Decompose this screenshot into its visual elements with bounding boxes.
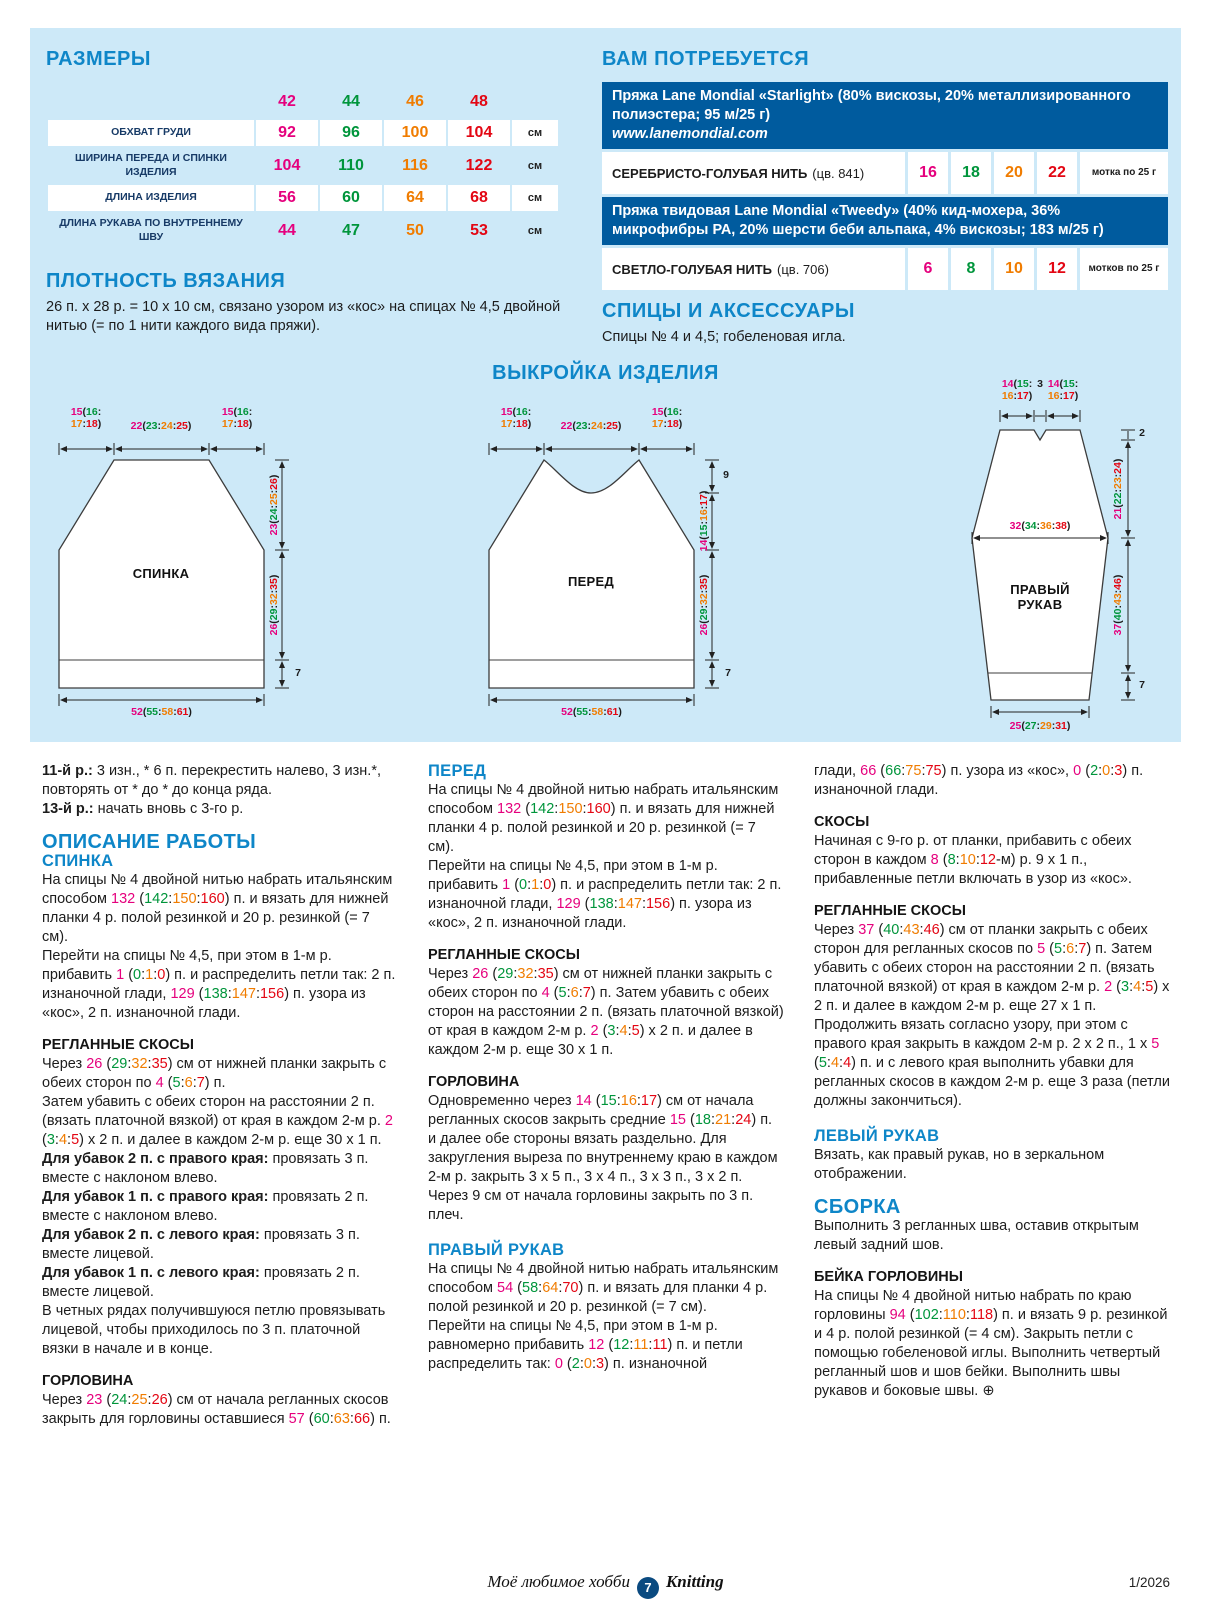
paragraph: Выполнить 3 регланных шва, оставив открытым левый задний шов. bbox=[814, 1218, 1139, 1253]
measure-value: 50 bbox=[406, 221, 424, 239]
gauge-title: ПЛОТНОСТЬ ВЯЗАНИЯ bbox=[46, 270, 286, 292]
paragraph: В четных рядах получившуюся петлю провязывать лицевой, чтобы приходилось по 3 п. платочной вязки в начале и в конце. bbox=[42, 1303, 386, 1357]
skein-count: 10 bbox=[994, 248, 1034, 290]
dim-back-raglan-height: 23(24:25:26) bbox=[268, 474, 280, 536]
skein-count: 6 bbox=[908, 248, 948, 290]
thread1-label bbox=[602, 152, 905, 194]
front-piece-label: ПЕРЕД bbox=[567, 574, 615, 589]
materials-block bbox=[602, 82, 1168, 290]
measure-unit: см bbox=[512, 185, 558, 211]
paragraph: Вязать, как правый рукав, но в зеркальном отображении. bbox=[814, 1147, 1105, 1182]
thread2-row bbox=[602, 248, 1168, 290]
sizes-row bbox=[48, 213, 558, 248]
size-header: 42 bbox=[278, 93, 296, 110]
brand-right: Knitting bbox=[665, 1572, 724, 1591]
paragraph: 11-й р.: 3 изн., * 6 п. перекрестить налево, 3 изн.*, повторять от * до * до конца ряда. bbox=[42, 763, 382, 798]
sleeve-piece-label: ПРАВЫЙ РУКАВ bbox=[1010, 582, 1070, 612]
paragraph: Для убавок 1 п. с левого края: провязать 2 п. вместе лицевой. bbox=[42, 1265, 360, 1300]
brand-left: Моё любимое хобби bbox=[487, 1572, 630, 1591]
size-header: 46 bbox=[406, 93, 424, 110]
dim-back-side-height: 26(29:32:35) bbox=[268, 574, 280, 636]
dim-front-raglan-height: 14(15:16:17) bbox=[698, 490, 710, 552]
info-panel bbox=[30, 28, 1181, 742]
yarn2-description: Пряжа твидовая Lane Mondial «Tweedy» (40% кид-мохера, 36% микрофибры РА, 20% шерсти беби альпака, 4% вискозы; 183 м/25 г) bbox=[612, 203, 1104, 238]
dim-front-top-width: 22(23:24:25) bbox=[560, 420, 622, 432]
measure-value: 92 bbox=[256, 120, 318, 146]
yarn2-bar bbox=[602, 197, 1168, 245]
sizes-header-row bbox=[48, 86, 558, 118]
paragraph: На спицы № 4 двойной нитью набрать итальянским способом 54 (58:64:70) п. и вязать для планки 4 р. полой резинкой и 20 р. резинкой (= 7 см). bbox=[428, 1261, 779, 1315]
dim-sleeve-length: 37(40:43:46) bbox=[1112, 574, 1124, 636]
dim-front-top-right: 15(16: 17:18) bbox=[651, 406, 683, 430]
dim-front-neck-depth: 9 bbox=[723, 469, 729, 481]
measure-value: 64 bbox=[384, 185, 446, 211]
thread1-row bbox=[602, 152, 1168, 194]
paragraph: Через 37 (40:43:46) см от планки закрыть с обеих сторон для регланных скосов по 5 (5:6:7) п. Затем убавить с обеих сторон на расстоянии 2 п. (вязать платочной вязкой) от края в каждом 2-м р. 2 (3:4:5) х 2 п. и далее в каждом 2-м р. еще 27 х 1 п. bbox=[814, 922, 1170, 1014]
section-heading: ЛЕВЫЙ РУКАВ bbox=[814, 1127, 940, 1145]
measure-value: 122 bbox=[465, 156, 493, 174]
paragraph: Одновременно через 14 (15:16:17) см от начала регланных скосов закрыть средние 15 (18:21:24) п. и далее обе стороны вязать раздельно. Для закругления выреза по внутреннему краю в каждом 2-м р. закрыть 3 х 5 п., 3 х 4 п., 3 х 3 п., 3 х 2 п. bbox=[428, 1093, 778, 1185]
thread2-unit: мотков по 25 г bbox=[1080, 248, 1168, 290]
issue-number: 1/2026 bbox=[1128, 1575, 1170, 1590]
paragraph: Через 26 (29:32:35) см от нижней планки закрыть с обеих сторон по 4 (5:6:7) п. bbox=[42, 1056, 387, 1091]
materials-title: ВАМ ПОТРЕБУЕТСЯ bbox=[602, 48, 810, 70]
thread1-unit: мотка по 25 г bbox=[1080, 152, 1168, 194]
section-heading: РЕГЛАННЫЕ СКОСЫ bbox=[428, 947, 580, 963]
section-heading: ПРАВЫЙ РУКАВ bbox=[428, 1241, 565, 1259]
section-heading: ГОРЛОВИНА bbox=[428, 1074, 520, 1090]
dim-front-side-height: 26(29:32:35) bbox=[698, 574, 710, 636]
paragraph: Перейти на спицы № 4,5, при этом в 1-м р. прибавить 1 (0:1:0) п. и распределить петли так: 2 п. изнаночной глади, 129 (138:147:156) п. узора из «кос», 2 п. изнаночной глади. bbox=[42, 948, 396, 1021]
sizes-row bbox=[48, 120, 558, 146]
section-heading: ПЕРЕД bbox=[428, 762, 487, 780]
paragraph: Начиная с 9-го р. от планки, прибавить с обеих сторон в каждом 8 (8:10:12-м) р. 9 х 1 п., прибавленные петли включать в узор из «кос». bbox=[814, 833, 1132, 887]
section-heading: РЕГЛАННЫЕ СКОСЫ bbox=[42, 1037, 194, 1053]
measure-value: 47 bbox=[342, 221, 360, 239]
needles-title: СПИЦЫ И АКСЕССУАРЫ bbox=[602, 300, 855, 322]
thread1-color-note: (цв. 841) bbox=[812, 165, 865, 181]
measure-value: 96 bbox=[320, 120, 382, 146]
skein-count: 16 bbox=[908, 152, 948, 194]
measure-label: ДЛИНА РУКАВА ПО ВНУТРЕННЕМУ ШВУ bbox=[59, 217, 243, 243]
measure-value: 56 bbox=[256, 185, 318, 211]
measure-value: 104 bbox=[448, 120, 510, 146]
thread2-label bbox=[602, 248, 905, 290]
dim-back-bottom-width: 52(55:58:61) bbox=[131, 706, 192, 718]
front-schematic bbox=[475, 408, 765, 732]
section-heading: СКОСЫ bbox=[814, 814, 870, 830]
paragraph: глади, 66 (66:75:75) п. узора из «кос», 0 (2:0:3) п. изнаночной глади. bbox=[814, 763, 1144, 798]
paragraph: На спицы № 4 двойной нитью набрать по краю горловины 94 (102:110:118) п. и вязать 9 р. резинкой и 4 р. полой резинкой (= 4 см). Закрыть петли с помощью гобеленовой иглы. Выполнить четвертый регланный шов и шов бейки. Выполнить швы рукавов и боковые швы. ⊕ bbox=[814, 1288, 1168, 1399]
back-piece-label: СПИНКА bbox=[132, 566, 190, 581]
section-heading: РЕГЛАННЫЕ СКОСЫ bbox=[814, 903, 966, 919]
back-schematic bbox=[45, 408, 335, 732]
dim-sleeve-top-left: 14(15: 16:17) bbox=[1001, 378, 1033, 402]
paragraph: Через 9 см от начала горловины закрыть по 3 п. плеч. bbox=[428, 1188, 754, 1223]
corner-cell bbox=[512, 86, 558, 118]
measure-value: 110 bbox=[338, 156, 364, 174]
dim-sleeve-notch-width: 3 bbox=[1037, 378, 1043, 390]
skein-count: 8 bbox=[951, 248, 991, 290]
section-heading: ГОРЛОВИНА bbox=[42, 1373, 134, 1389]
schematics bbox=[30, 378, 1181, 742]
dim-sleeve-bottom-width: 25(27:29:31) bbox=[1009, 720, 1071, 732]
dim-sleeve-top-right: 14(15: 16:17) bbox=[1047, 378, 1079, 402]
sleeve-schematic bbox=[915, 370, 1165, 742]
section-heading: СБОРКА bbox=[814, 1196, 901, 1218]
size-header: 48 bbox=[470, 93, 488, 110]
yarn1-description: Пряжа Lane Mondial «Starlight» (80% вискозы, 20% металлизированного полиэстера; 95 м/25 г) bbox=[612, 88, 1131, 123]
page-number-badge: 7 bbox=[637, 1577, 659, 1599]
dim-sleeve-raglan-height: 21(22:23:24) bbox=[1112, 458, 1124, 520]
paragraph: На спицы № 4 двойной нитью набрать итальянским способом 132 (142:150:160) п. и вязать для нижней планки 4 р. полой резинкой и 20 р. резинкой (= 7 см). bbox=[428, 782, 779, 855]
paragraph: Продолжить вязать согласно узору, при этом с правого края закрыть в каждом 2-м р. 2 х 2 п., 1 х 5 (5:4:4) п. и с левого края выполнить убавки для регланных скосов в каждом 2-м р. еще 3 раза (петли должны закончиться). bbox=[814, 1017, 1170, 1109]
measure-unit: см bbox=[512, 120, 558, 146]
measure-value: 68 bbox=[448, 185, 510, 211]
measure-value: 100 bbox=[384, 120, 446, 146]
measure-value: 44 bbox=[278, 221, 296, 239]
section-heading: БЕЙКА ГОРЛОВИНЫ bbox=[814, 1269, 963, 1285]
measure-value: 60 bbox=[320, 185, 382, 211]
measure-unit: см bbox=[527, 224, 543, 237]
paragraph: Перейти на спицы № 4,5, при этом в 1-м р. равномерно прибавить 12 (12:11:11) п. и петли распределить так: 0 (2:0:3) п. изнаночной bbox=[428, 1318, 743, 1372]
section-heading: ОПИСАНИЕ РАБОТЫ bbox=[42, 831, 257, 853]
dim-back-band-height: 7 bbox=[295, 667, 301, 679]
corner-cell bbox=[48, 86, 254, 118]
gauge-text: 26 п. х 28 р. = 10 х 10 см, связано узором из «кос» на спицах № 4,5 двойной нитью (= по 1 нити каждого вида пряжи). bbox=[46, 299, 561, 334]
paragraph: Для убавок 2 п. с правого края: провязать 3 п. вместе с наклоном влево. bbox=[42, 1151, 369, 1186]
paragraph: Через 23 (24:25:26) см от начала регланных скосов закрыть для горловины оставшиеся 57 (60:63:66) п. bbox=[42, 1392, 391, 1427]
dim-front-top-left: 15(16: 17:18) bbox=[500, 406, 532, 430]
section-heading: СПИНКА bbox=[42, 852, 114, 870]
paragraph: 13-й р.: начать вновь с 3-го р. bbox=[42, 801, 244, 817]
paragraph: Перейти на спицы № 4,5, при этом в 1-м р. прибавить 1 (0:1:0) п. и распределить петли так: 2 п. изнаночной глади, 129 (138:147:156) п. узора из «кос», 2 п. изнаночной глади. bbox=[428, 858, 782, 931]
thread2-counts bbox=[908, 248, 1077, 290]
skein-count: 22 bbox=[1037, 152, 1077, 194]
measure-value: 116 bbox=[402, 156, 428, 174]
column-1 bbox=[42, 762, 398, 1429]
measure-value: 53 bbox=[470, 221, 488, 239]
dim-front-bottom-width: 52(55:58:61) bbox=[561, 706, 622, 718]
skein-count: 18 bbox=[951, 152, 991, 194]
dim-back-top-right: 15(16: 17:18) bbox=[221, 406, 253, 430]
dim-sleeve-notch-depth: 2 bbox=[1139, 427, 1145, 439]
skein-count: 20 bbox=[994, 152, 1034, 194]
footer bbox=[0, 1572, 1211, 1606]
measure-value: 104 bbox=[273, 156, 301, 174]
dim-back-top-width: 22(23:24:25) bbox=[130, 420, 192, 432]
sizes-table-body bbox=[48, 86, 558, 249]
yarn1-bar bbox=[602, 82, 1168, 149]
dim-sleeve-band-height: 7 bbox=[1139, 679, 1145, 691]
sleeve-shape-svg bbox=[915, 370, 1165, 738]
paragraph: Через 26 (29:32:35) см от нижней планки закрыть с обеих сторон по 4 (5:6:7) п. Затем убавить с обеих сторон на расстоянии 2 п. (вязать платочной вязкой) от края в каждом 2-м р. 2 (3:4:5) х 2 п. и далее в каждом 2-м р. еще 30 х 1 п. bbox=[428, 966, 784, 1058]
column-2 bbox=[428, 762, 784, 1374]
yarn1-url: www.lanemondial.com bbox=[612, 126, 768, 142]
skein-count: 12 bbox=[1037, 248, 1077, 290]
sizes-row bbox=[48, 148, 558, 183]
measure-label: ДЛИНА ИЗДЕЛИЯ bbox=[48, 185, 254, 211]
measure-label: ОБХВАТ ГРУДИ bbox=[48, 120, 254, 146]
sizes-title: РАЗМЕРЫ bbox=[46, 48, 151, 70]
measure-unit: см bbox=[527, 159, 543, 172]
column-3 bbox=[814, 762, 1170, 1401]
dim-back-top-left: 15(16: 17:18) bbox=[70, 406, 102, 430]
sizes-row bbox=[48, 185, 558, 211]
paragraph: Затем убавить с обеих сторон на расстоянии 2 п. (вязать платочной вязкой) от края в каждом 2-м р. 2 (3:4:5) х 2 п. и далее в каждом 2-м р. еще 30 х 1 п. bbox=[42, 1094, 393, 1148]
needles-text: Спицы № 4 и 4,5; гобеленовая игла. bbox=[602, 329, 846, 345]
pattern-title: ВЫКРОЙКА ИЗДЕЛИЯ bbox=[492, 362, 719, 384]
footer-brand bbox=[0, 1572, 1211, 1599]
paragraph: Для убавок 2 п. с левого края: провязать 3 п. вместе лицевой. bbox=[42, 1227, 360, 1262]
measure-label: ШИРИНА ПЕРЕДА И СПИНКИ ИЗДЕЛИЯ bbox=[75, 152, 227, 178]
paragraph: Для убавок 1 п. с правого края: провязать 2 п. вместе с наклоном влево. bbox=[42, 1189, 369, 1224]
dim-sleeve-upper-width: 32(34:36:38) bbox=[1009, 520, 1071, 532]
thread1-name: СЕРЕБРИСТО-ГОЛУБАЯ НИТЬ bbox=[612, 165, 808, 181]
sizes-table bbox=[46, 84, 560, 251]
thread2-color-note: (цв. 706) bbox=[777, 261, 829, 277]
thread2-name: СВЕТЛО-ГОЛУБАЯ НИТЬ bbox=[612, 261, 773, 277]
size-header: 44 bbox=[342, 93, 360, 110]
paragraph: На спицы № 4 двойной нитью набрать итальянским способом 132 (142:150:160) п. и вязать для нижней планки 4 р. полой резинкой и 20 р. резинкой (= 7 см). bbox=[42, 872, 393, 945]
dim-front-band-height: 7 bbox=[725, 667, 731, 679]
thread1-counts bbox=[908, 152, 1077, 194]
